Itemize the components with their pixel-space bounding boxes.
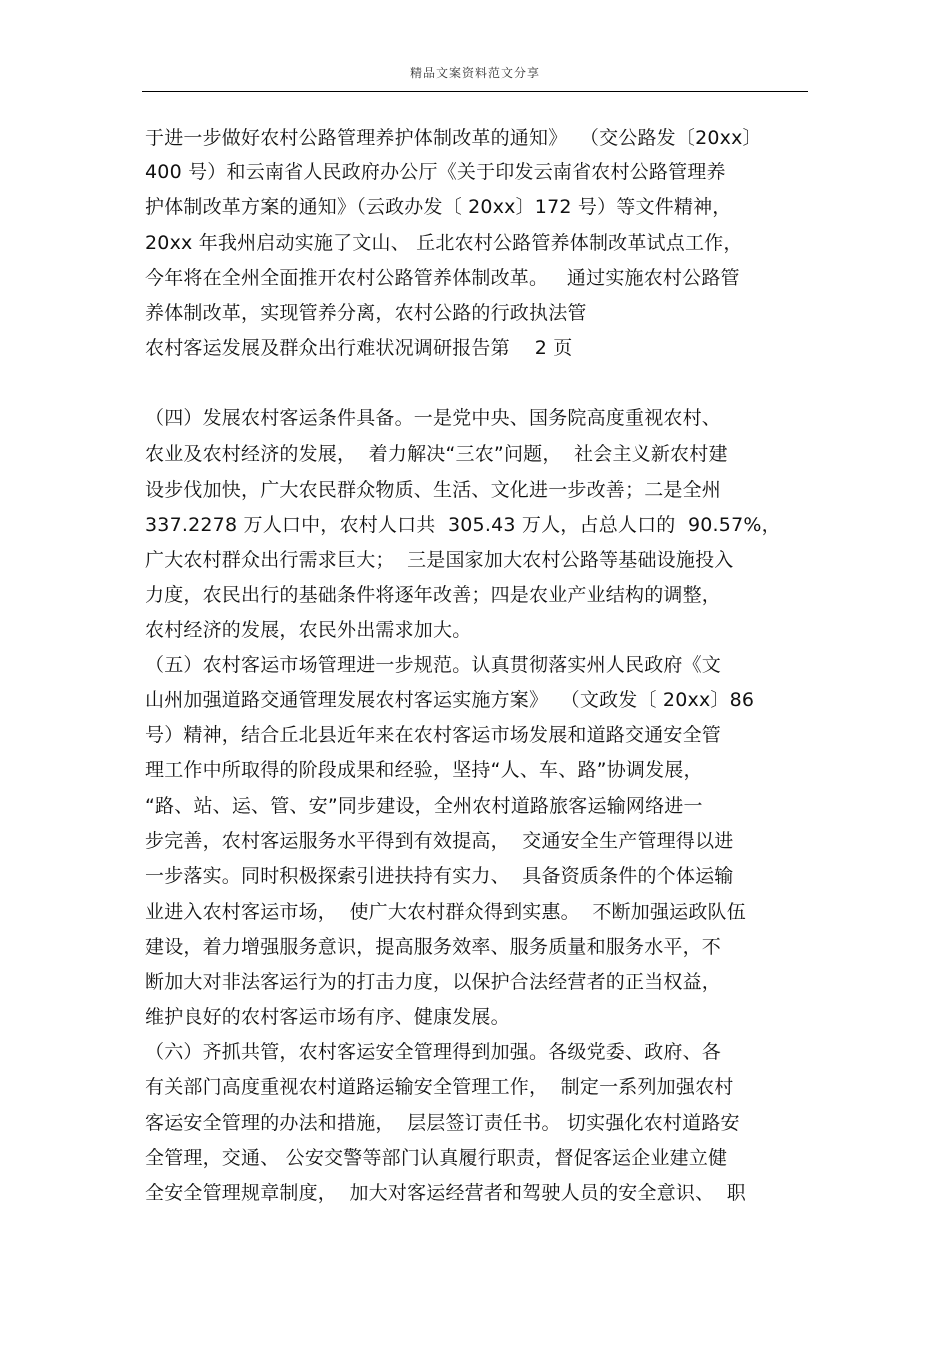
text-line: 力度，农民出行的基础条件将逐年改善；四是农业产业结构的调整， <box>145 584 722 606</box>
text-line: 山州加强道路交通管理发展农村客运实施方案》 （文政发〔 20xx〕86 <box>145 689 755 711</box>
text-line: 一步落实。同时积极探索引进扶持有实力、 具备资质条件的个体运输 <box>145 865 734 887</box>
text-line: 护体制改革方案的通知》（云政办发〔 20xx〕172 号）等文件精神， <box>145 196 732 218</box>
text-line: 维护良好的农村客运市场有序、健康发展。 <box>145 1006 510 1028</box>
text-line: 农业及农村经济的发展， 着力解决“三农”问题， 社会主义新农村建 <box>145 443 728 465</box>
text-line: 于进一步做好农村公路管理养护体制改革的通知》 （交公路发〔20xx〕 <box>145 127 762 149</box>
text-line: 广大农村群众出行需求巨大； 三是国家加大农村公路等基础设施投入 <box>145 549 734 571</box>
text-line: 全管理，交通、 公安交警等部门认真履行职责，督促客运企业建立健 <box>145 1147 728 1169</box>
text-line: 养体制改革，实现管养分离，农村公路的行政执法管 <box>145 302 587 324</box>
page-header: 精品文案资料范文分享 <box>409 66 540 80</box>
text-line: 337.2278 万人口中，农村人口共 305.43 万人，占总人口的 90.57%， <box>145 514 781 536</box>
text-line: 理工作中所取得的阶段成果和经验，坚持“人、车、路”协调发展， <box>145 759 703 781</box>
text-line: （五）农村客运市场管理进一步规范。认真贯彻落实州人民政府《文 <box>145 654 722 676</box>
text-line: 客运安全管理的办法和措施， 层层签订责任书。 切实强化农村道路安 <box>145 1112 740 1134</box>
text-line: 步完善，农村客运服务水平得到有效提高， 交通安全生产管理得以进 <box>145 830 734 852</box>
text-line: 今年将在全州全面推开农村公路管养体制改革。 通过实施农村公路管 <box>145 267 740 289</box>
text-line: 业进入农村客运市场， 使广大农村群众得到实惠。 不断加强运政队伍 <box>145 901 746 923</box>
text-line: 全安全管理规章制度， 加大对客运经营者和驾驶人员的安全意识、 职 <box>145 1182 746 1204</box>
text-line: 号）精神，结合丘北县近年来在农村客运市场发展和道路交通安全管 <box>145 724 722 746</box>
text-line: 断加大对非法客运行为的打击力度，以保护合法经营者的正当权益， <box>145 971 722 993</box>
page-footer-note: 农村客运发展及群众出行难状况调研报告第 2 页 <box>145 337 573 359</box>
text-line: “路、站、运、管、安”同步建设，全州农村道路旅客运输网络进一 <box>145 795 703 817</box>
text-line: 农村经济的发展，农民外出需求加大。 <box>145 619 472 641</box>
text-line: 设步伐加快，广大农民群众物质、生活、文化进一步改善；二是全州 <box>145 479 722 501</box>
text-line: 20xx 年我州启动实施了文山、 丘北农村公路管养体制改革试点工作， <box>145 232 743 254</box>
text-line: 400 号）和云南省人民政府办公厅《关于印发云南省农村公路管理养 <box>145 161 726 183</box>
text-line: 有关部门高度重视农村道路运输安全管理工作， 制定一系列加强农村 <box>145 1076 734 1098</box>
text-line: （四）发展农村客运条件具备。一是党中央、国务院高度重视农村、 <box>145 407 722 429</box>
text-line: （六）齐抓共管，农村客运安全管理得到加强。各级党委、政府、各 <box>145 1041 722 1063</box>
text-line: 建设，着力增强服务意识，提高服务效率、服务质量和服务水平，不 <box>145 936 722 958</box>
